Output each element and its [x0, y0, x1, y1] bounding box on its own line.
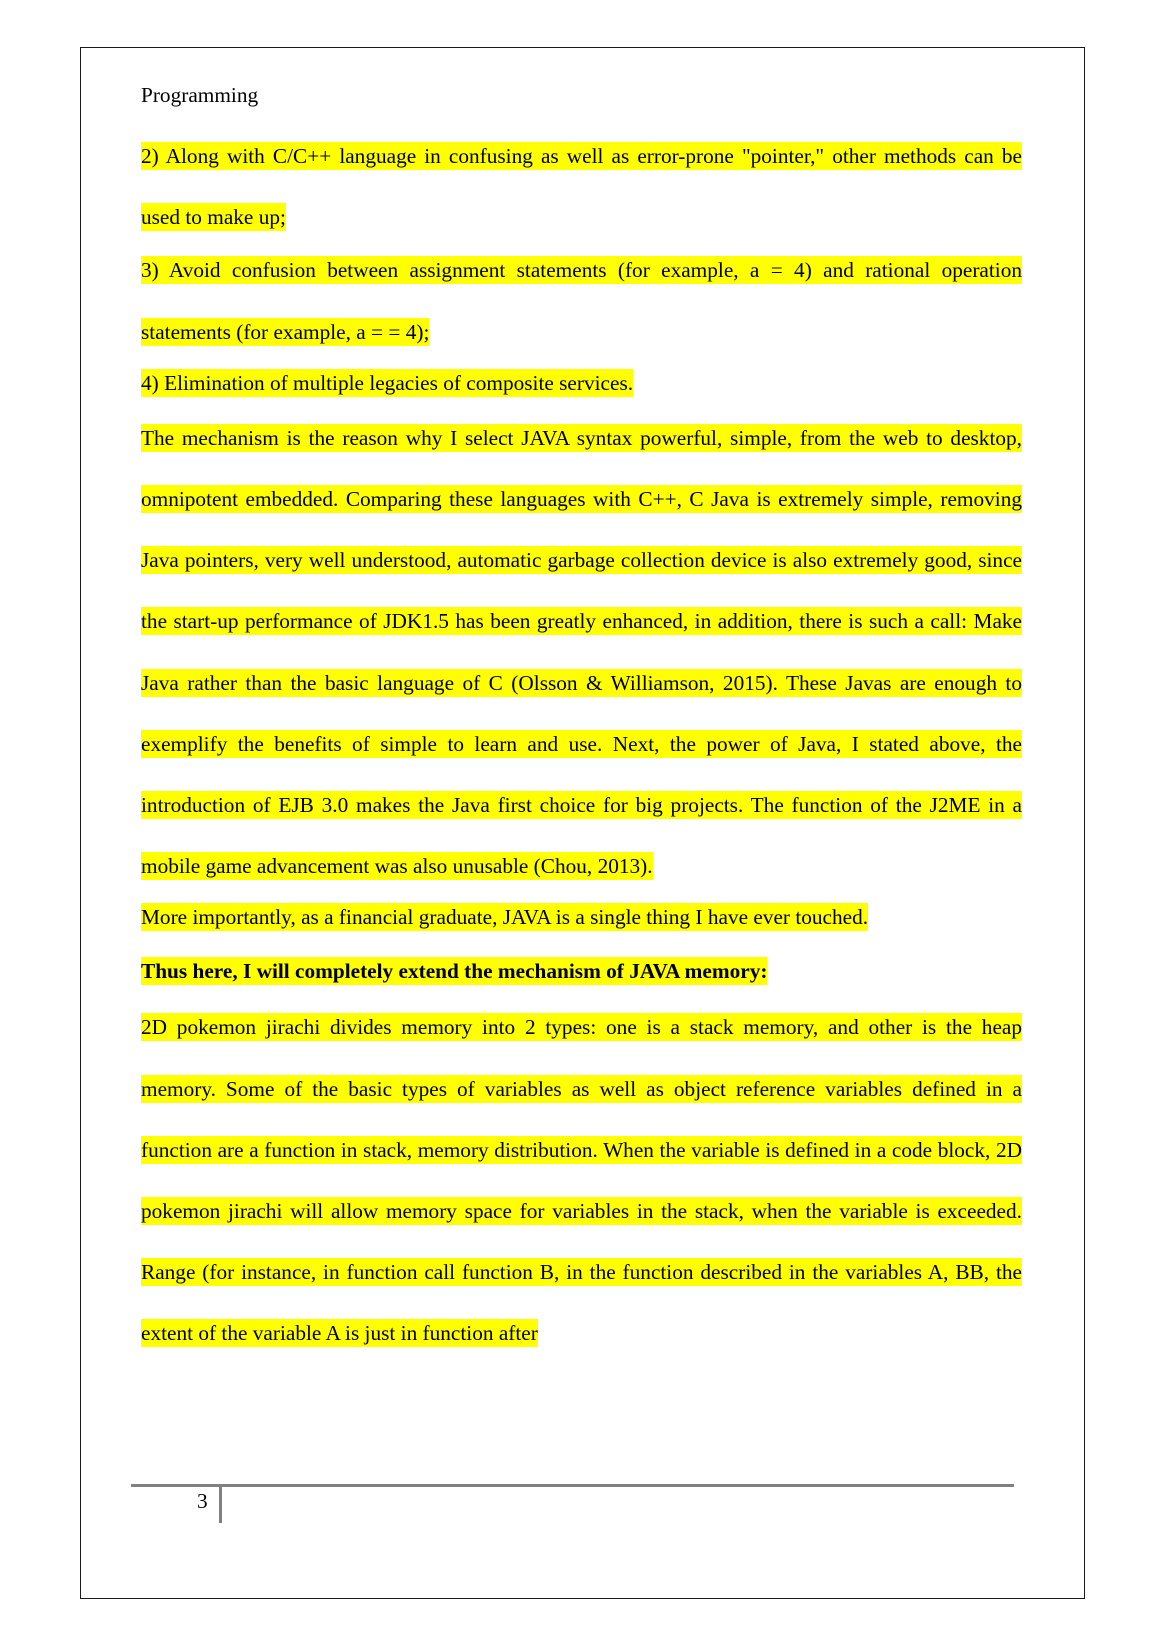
- highlighted-text: 2) Along with C/C++ language in confusing as well as error-prone "pointer," other methods can be used to make up;: [141, 144, 1022, 230]
- running-header: [141, 80, 1022, 110]
- highlighted-text: 2D pokemon jirachi divides memory into 2 types: one is a stack memory, and other is the heap memory. Some of the basic types of variables as well as object reference variables defined in a function are a function in stack, memory distribution. When the variable is defined in a code block, 2D pokemon jirachi will allow memory space for variables in the stack, when the variable is exceeded. Range (for instance, in function call function B, in the function described in the variables A, BB, the extent of the variable A is just in function after: [141, 1015, 1022, 1346]
- paragraph-financial-graduate: [141, 889, 1022, 945]
- highlighted-text: 4) Elimination of multiple legacies of composite services.: [141, 370, 634, 395]
- paragraph-item-3: [141, 240, 1022, 362]
- highlighted-text: 3) Avoid confusion between assignment statements (for example, a = 4) and rational operation statements (for example, a = = 4);: [141, 258, 1022, 344]
- highlighted-text: The mechanism is the reason why I select JAVA syntax powerful, simple, from the web to desktop, omnipotent embedded. Comparing these languages with C++, C Java is extremely simple, removing Java pointers, very well understood, automatic garbage collection device is also extremely good, since the start-up performance of JDK1.5 has been greatly enhanced, in addition, there is such a call: Make Java rather than the basic language of C (Olsson & Williamson, 2015). These Javas are enough to exemplify the benefits of simple to learn and use. Next, the power of Java, I stated above, the introduction of EJB 3.0 makes the Java first choice for big projects. The function of the J2ME in a mobile game advancement was also unusable (Chou, 2013).: [141, 425, 1022, 879]
- section-heading: [141, 943, 1022, 999]
- document-body: [141, 126, 1022, 1365]
- paragraph-java-rationale: [141, 408, 1022, 898]
- footer-rule: [131, 1484, 1014, 1487]
- page-number: 3: [197, 1489, 208, 1513]
- highlighted-text: Thus here, I will completely extend the mechanism of JAVA memory:: [141, 959, 768, 984]
- paragraph-item-2: [141, 126, 1022, 248]
- paragraph-java-memory: [141, 997, 1022, 1364]
- footer-divider: [219, 1487, 222, 1523]
- highlighted-text: More importantly, as a financial graduate, JAVA is a single thing I have ever touched.: [141, 905, 869, 930]
- header-title: Programming: [141, 83, 259, 107]
- paragraph-item-4: [141, 355, 1022, 411]
